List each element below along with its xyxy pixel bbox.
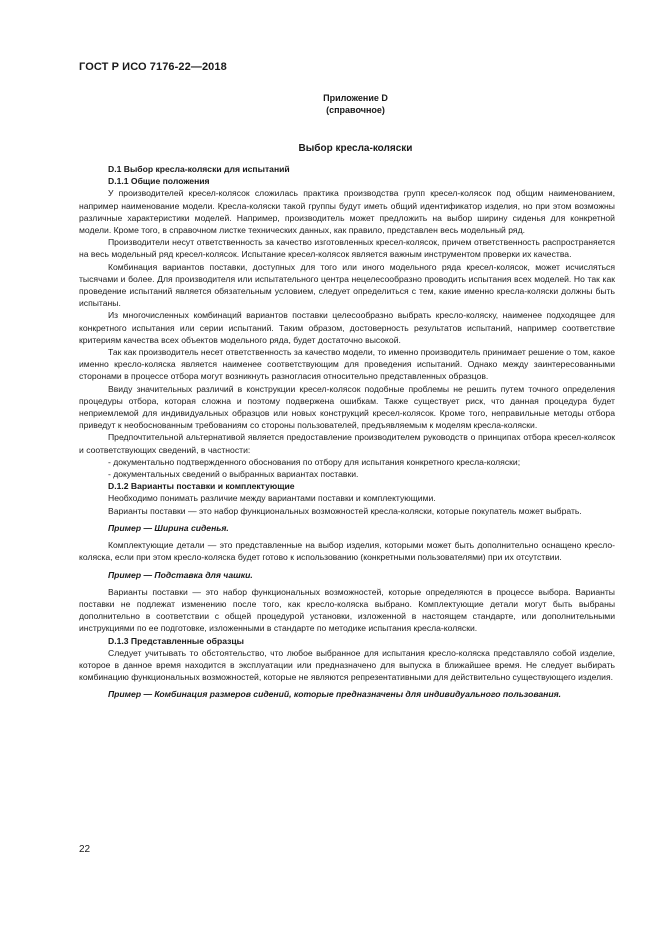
bullet-item-1: - документально подтвержденного обоснования по отбору для испытания конкретного кресла-коляски;: [108, 456, 521, 467]
section-heading-d13: D.1.3 Представленные образцы: [108, 635, 245, 646]
example-3: Пример — Комбинация размеров сидений, которые предназначены для индивидуального пользования.: [108, 689, 562, 700]
paragraph-12: Следует учитывать то обстоятельство, что любое выбранное для испытания кресло-коляска представляло собой изделие, которое в данное время находится в эксплуатации или предназначено для выпуска в ближайшее время. Не следует выбирать комбинацию функциональных возможностей, которые не являются репрезентативными для действительно существующего изделия.: [79, 647, 615, 683]
example-1: Пример — Ширина сиденья.: [108, 522, 229, 533]
page-number: 22: [79, 844, 91, 855]
paragraph-4: Из многочисленных комбинаций вариантов поставки целесообразно выбрать кресло-коляску, наименее подходящее для конкретного испытания или серии испытаний. Таким образом, достоверность результатов испытаний, например соответствие критериям качества всех объектов модельного ряда, будет достаточно высокой.: [79, 310, 615, 345]
example-2: Пример — Подставка для чашки.: [108, 569, 253, 580]
annex-note: (справочное): [326, 105, 385, 115]
paragraph-11: Варианты поставки — это набор функциональных возможностей, которые определяются в процессе выбора. Варианты поставки не подлежат изменению после того, как кресло-коляска выбрано. Комплектующие детали могут быть выбраны дополнительно в соответствии с общей процедурой установки, изложенной в настоящем стандарте, или дополнительными инструкциями по ее подготовке, изложенными в стандарте по методике испытания кресла-коляски.: [79, 586, 615, 634]
annex-header: [0, 92, 661, 116]
paragraph-3: Комбинация вариантов поставки, доступных для того или иного модельного ряда кресел-колясок, может исчисляться тысячами и более. Для производителя или испытательного центра нецелесообразно проводить испытания всех моделей. Но так как проведение испытаний является обязательным условием, следует определиться с тем, какие именно кресла-коляски должны быть испытаны.: [79, 261, 615, 309]
annex-label: Приложение D: [323, 93, 388, 103]
paragraph-5: Так как производитель несет ответственность за качество модели, то именно производитель принимает решение о том, какое именно кресло-коляска является наименее соответствующим для проведения испытаний. Однако между заинтересованными сторонами в процессе отбора могут возникнуть разногласия относительно представленных образцов.: [79, 347, 615, 382]
annex-title-text: Выбор кресла-коляски: [298, 143, 413, 154]
paragraph-2: Производители несут ответственность за качество изготовленных кресел-колясок, причем ответственность распространяется на весь модельный ряд кресел-колясок. Испытание кресел-колясок является важным инструментом проверки их качества.: [79, 237, 615, 260]
section-heading-d12: D.1.2 Варианты поставки и комплектующие: [108, 481, 295, 492]
section-heading-d11: D.1.1 Общие положения: [108, 176, 210, 187]
bullet-item-2: - документальных сведений о выбранных вариантах поставки.: [108, 469, 359, 480]
paragraph-9: Варианты поставки — это набор функциональных возможностей кресла-коляски, которые покупатель может выбрать.: [108, 505, 582, 516]
paragraph-1: У производителей кресел-колясок сложилась практика производства групп кресел-колясок под общим наименованием, например наименование модели. Кресла-коляски такой группы будут иметь общий идентификатор изделия, но при этом возможны различные характеристики моделей. Например, производитель может предложить на выбор ширину сиденья для конкретной модели. Кроме того, в справочном листке технических данных, как правило, представлен весь модельный ряд.: [79, 188, 615, 236]
paragraph-6: Ввиду значительных различий в конструкции кресел-колясок подобные проблемы не решить путем точного определения процедуры отбора, которая сложна и поэтому подвержена ошибкам. Также существует риск, что данная процедура будет неприемлемой для индивидуальных образцов или новых конструкций кресел-колясок. Кроме того, неправильные методы отбора приведут к необоснованным требованиям со стороны пользователей, предъявляемым к моделям кресла-коляски.: [79, 383, 615, 431]
paragraph-8: Необходимо понимать различие между вариантами поставки и комплектующими.: [108, 493, 436, 504]
annex-title: [0, 143, 661, 154]
section-heading-d1: D.1 Выбор кресла-коляски для испытаний: [108, 164, 290, 174]
paragraph-10: Комплектующие детали — это представленные на выбор изделия, которыми может быть дополнительно оснащено кресло-коляска, если при этом кресло-коляска будет готово к использованию (конкретными пользователями) при их отсутствии.: [79, 540, 615, 563]
document-body: [79, 163, 615, 706]
document-code: ГОСТ Р ИСО 7176-22—2018: [79, 61, 227, 73]
paragraph-7: Предпочтительной альтернативой является предоставление производителем руководств о принципах отбора кресел-колясок и соответствующих сведений, в частности:: [79, 432, 615, 455]
